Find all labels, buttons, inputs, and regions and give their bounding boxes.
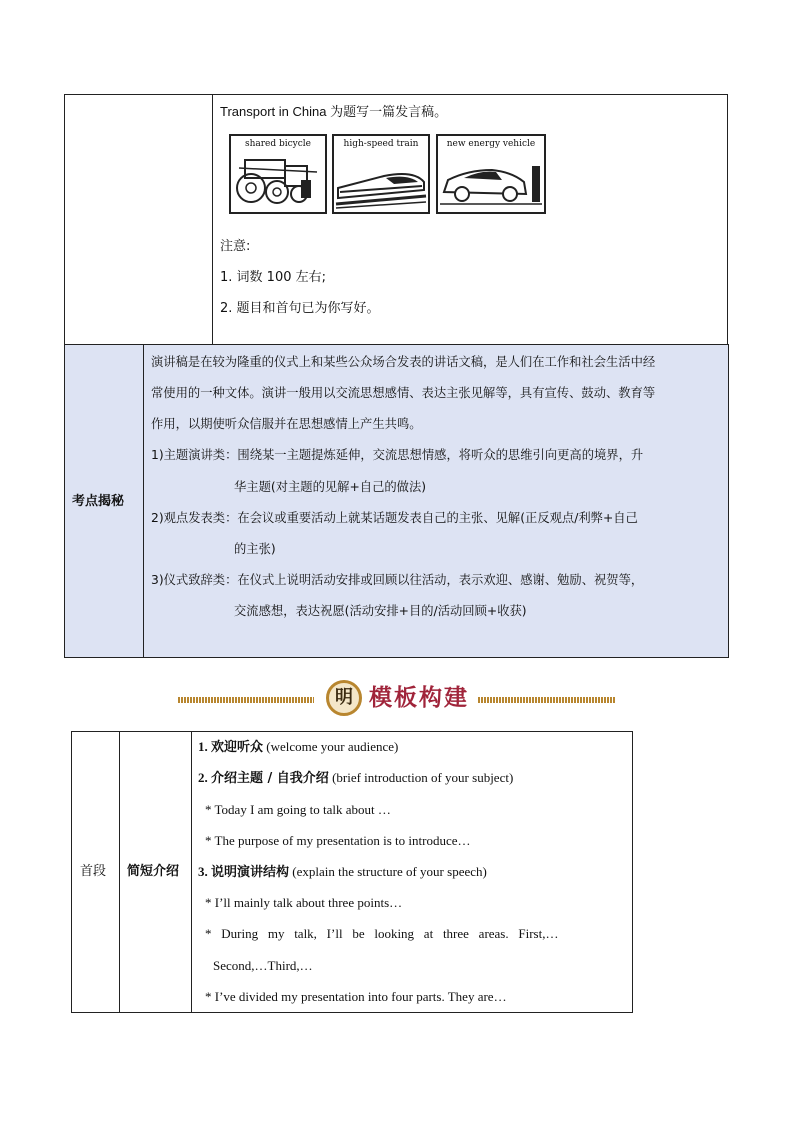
template-line: * During my talk, I’ll be looking at three areas. First,… <box>205 926 559 941</box>
secret-line: 交流感想，表达祝愿(活动安排+目的/活动回顾+收获) <box>234 604 527 618</box>
template-line: * I’ve divided my presentation into four parts. They are… <box>205 989 507 1004</box>
banner-badge-text: 明 <box>335 687 353 708</box>
image-caption: shared bicycle <box>244 139 312 149</box>
secret-line: 作用，以期使听众信服并在思想感情上产生共鸣。 <box>151 417 422 431</box>
image-shared-bicycle <box>229 134 327 214</box>
secret-line: 1)主题演讲类：围绕某一主题提炼延伸，交流思想情感，将听众的思维引向更高的境界，升 <box>151 448 644 462</box>
secret-label: 考点揭秘 <box>72 494 125 509</box>
template-line: * I’ll mainly talk about three points… <box>205 895 403 910</box>
task-intro: Transport in China 为题写一篇发言稿。 <box>220 104 448 119</box>
image-new-energy-vehicle <box>436 134 546 214</box>
template-line: * The purpose of my presentation is to introduce… <box>205 833 471 848</box>
secret-line: 常使用的一种文体。演讲一般用以交流思想感情、表达主张见解等，具有宣传、鼓动、教育等 <box>151 386 656 400</box>
template-col2: 简短介绍 <box>127 864 180 879</box>
image-caption: high-speed train <box>343 139 419 149</box>
banner-right-line <box>478 697 616 703</box>
secret-line: 华主题(对主题的见解+自己的做法) <box>234 480 427 494</box>
template-heading: 2. 介绍主题 / 自我介绍 (brief introduction of your subject) <box>198 770 514 786</box>
secret-line: 的主张) <box>234 542 276 556</box>
image-high-speed-train <box>332 134 430 214</box>
template-line: Second,…Third,… <box>213 958 313 973</box>
note-item: 1. 词数 100 左右; <box>220 270 326 285</box>
note-item: 2. 题目和首句已为你写好。 <box>220 301 380 316</box>
car-icon <box>438 136 544 212</box>
banner-left-line <box>178 697 314 703</box>
image-caption: new energy vehicle <box>446 139 536 149</box>
banner-title: 模板构建 <box>369 684 469 711</box>
bicycle-icon <box>231 136 325 212</box>
secret-line: 2)观点发表类：在会议或重要活动上就某话题发表自己的主张、见解(正反观点/利弊+自己 <box>151 511 638 525</box>
secret-line: 3)仪式致辞类：在仪式上说明活动安排或回顾以往活动，表示欢迎、感谢、勉励、祝贺等， <box>151 573 644 587</box>
note-title: 注意: <box>220 239 251 254</box>
train-icon <box>334 136 428 212</box>
secret-line: 演讲稿是在较为隆重的仪式上和某些公众场合发表的讲话文稿，是人们在工作和社会生活中经 <box>151 355 656 369</box>
template-col1: 首段 <box>80 864 107 879</box>
template-heading: 1. 欢迎听众 (welcome your audience) <box>198 739 399 755</box>
template-line: * Today I am going to talk about … <box>205 802 391 817</box>
template-heading: 3. 说明演讲结构 (explain the structure of your speech) <box>198 864 487 880</box>
